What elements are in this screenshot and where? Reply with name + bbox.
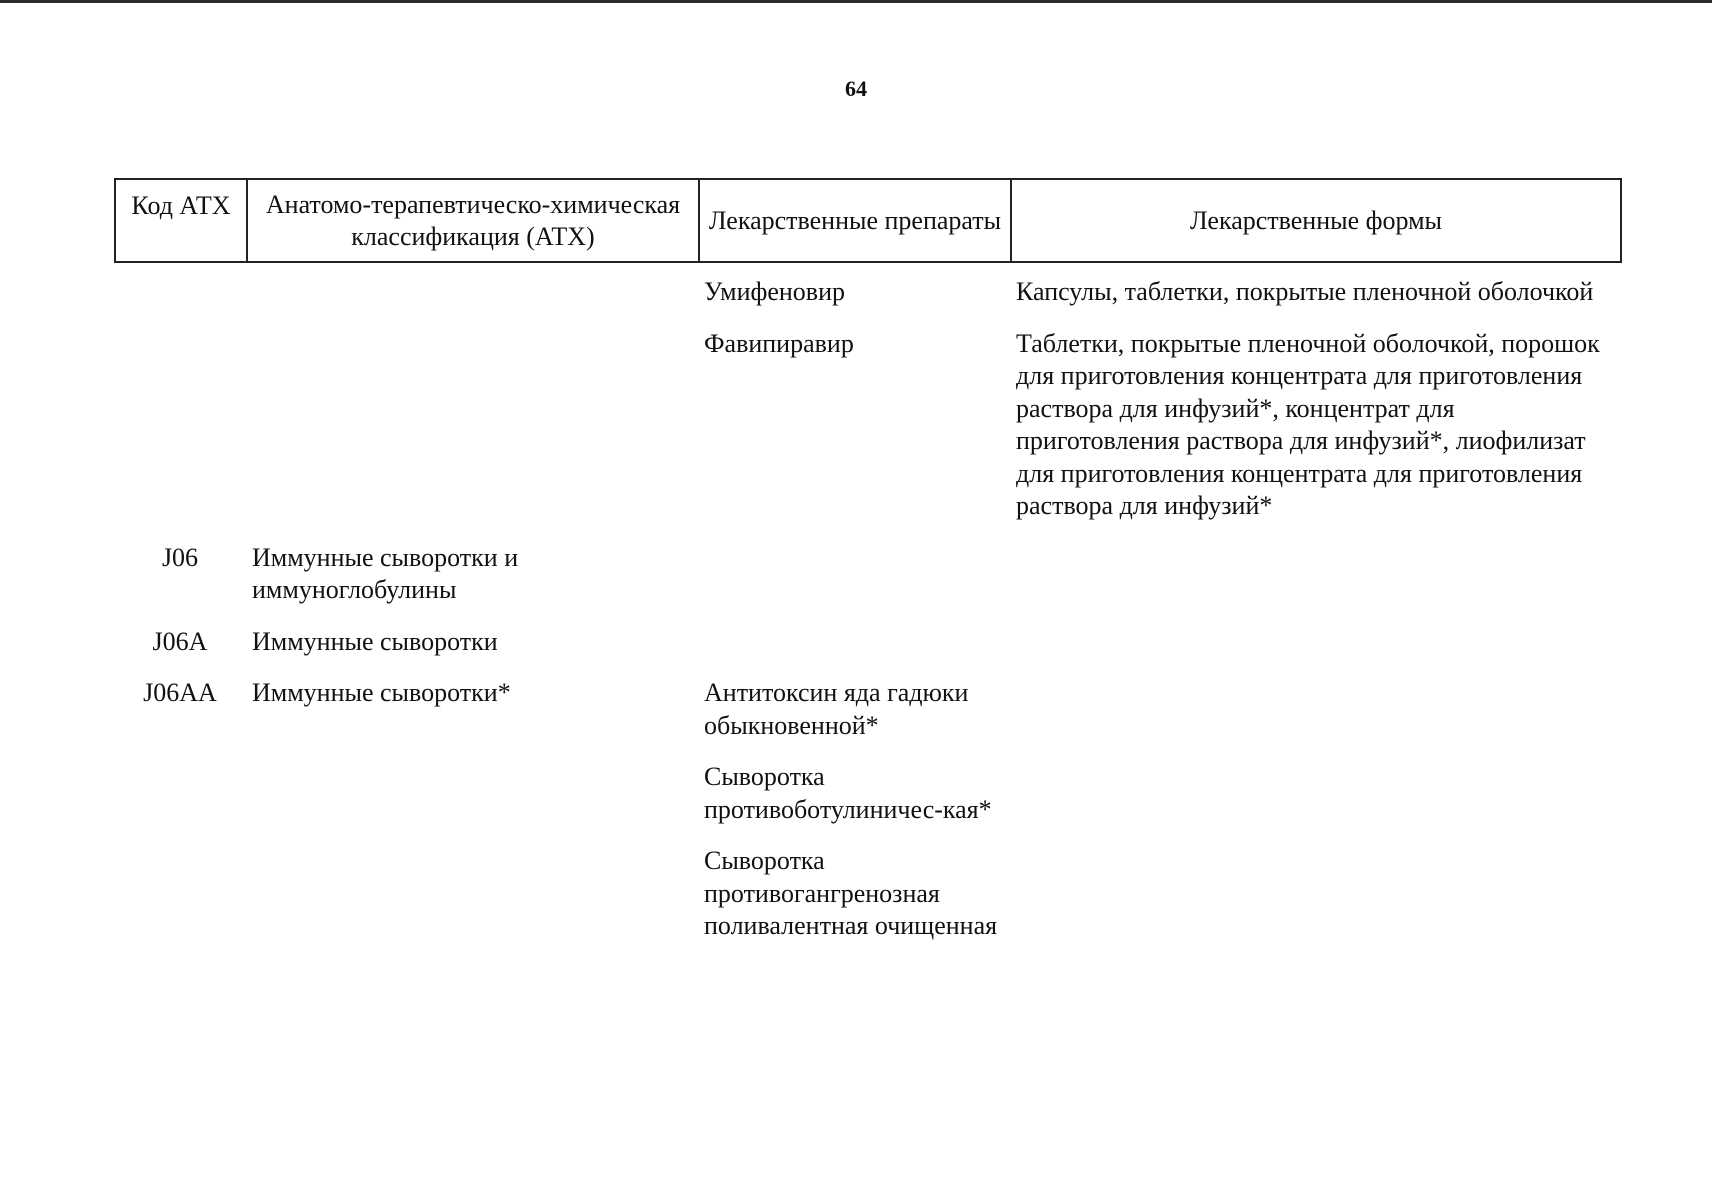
page-number: 64 [845, 76, 867, 101]
cell-dosage-forms [1010, 841, 1622, 958]
cell-classification: Иммунные сыворотки [252, 626, 498, 656]
cell-atc-code: J06A [152, 626, 208, 656]
cell-drug: Сыворотка противогангренозная поливалентная очищенная [704, 846, 998, 940]
cell-drug [698, 538, 1010, 622]
table-row [114, 673, 1622, 757]
cell-classification: Иммунные сыворотки и иммуноглобулины [252, 542, 519, 604]
header-drugs: Лекарственные препараты [700, 180, 1012, 261]
cell-drug: Умифеновир [704, 277, 845, 306]
table-row [114, 757, 1622, 841]
cell-drug: Антитоксин яда гадюки обыкновенной* [704, 678, 969, 740]
cell-atc-code [114, 272, 246, 324]
cell-atc-code: J06 [161, 542, 199, 572]
cell-drug: Фавипиравир [704, 328, 854, 358]
table-row [114, 841, 1622, 958]
cell-atc-code [114, 841, 246, 958]
table-row [114, 622, 1622, 674]
cell-dosage-forms: Таблетки, покрытые пленочной оболочкой, порошок для приготовления концентрата для приготовления раствора для инфузий*, концентрат для приготовления раствора для инфузий*, лиофилизат для приготовления концентрата для приготовления раствора для инфузий* [1016, 328, 1600, 520]
cell-classification [246, 757, 698, 841]
cell-dosage-forms [1010, 538, 1622, 622]
cell-drug [698, 622, 1010, 674]
cell-classification [246, 324, 698, 538]
table-header [114, 178, 1622, 263]
cell-dosage-forms [1010, 757, 1622, 841]
cell-dosage-forms [1010, 622, 1622, 674]
table-row [114, 272, 1622, 324]
header-dosage-forms: Лекарственные формы [1189, 205, 1443, 235]
cell-dosage-forms [1010, 673, 1622, 757]
cell-drug: Сыворотка противоботулиничес-кая* [704, 762, 992, 824]
header-code-atc: Код АТХ [116, 180, 248, 261]
cell-classification [246, 841, 698, 958]
cell-atc-code: J06AA [143, 678, 217, 707]
cell-atc-code [114, 757, 246, 841]
atc-table-body [114, 272, 1622, 958]
cell-dosage-forms: Капсулы, таблетки, покрытые пленочной оболочкой [1016, 277, 1594, 306]
header-atc-classification: Анатомо-терапевтическо-химическая классификация (АТХ) [248, 180, 700, 261]
cell-classification: Иммунные сыворотки* [252, 678, 511, 707]
table-row [114, 324, 1622, 538]
cell-classification [246, 272, 698, 324]
cell-atc-code [114, 324, 246, 538]
table-row [114, 538, 1622, 622]
top-border-rule [0, 0, 1712, 3]
